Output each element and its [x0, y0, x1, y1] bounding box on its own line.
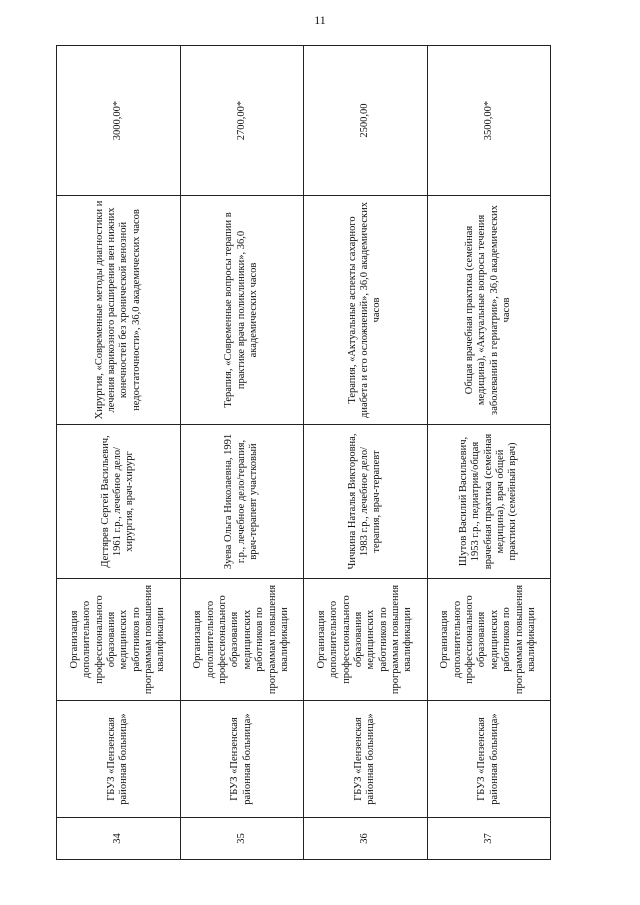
employee-cell: Чичкина Наталья Викторовна, 1983 г.р., лечебное дело/терапия, врач-терапевт — [304, 425, 428, 579]
organization-cell: ГБУЗ «Пензенская районная больница» — [57, 701, 181, 818]
table-row — [304, 46, 428, 860]
organization-cell: ГБУЗ «Пензенская районная больница» — [427, 701, 551, 818]
employee-cell: Шутов Василий Васильевич, 1953 г.р., педиатрия/общая врачебная практика (семейная медицина), врач общей практики (семейный врач) — [427, 425, 551, 579]
price-cell: 2500,00 — [304, 46, 428, 196]
program-cell: Хирургия, «Современные методы диагностики и лечения варикозного расширения вен нижних конечностей без хронической венозной недостаточности», 36,0 академических часов — [57, 196, 181, 425]
employee-cell: Зуева Ольга Николаевна, 1991 г.р., лечебное дело/терапия, врач-терапевт участковый — [180, 425, 304, 579]
table-row — [57, 46, 181, 860]
category-cell: Организация дополнительного профессионального образования медицинских работников по программам повышения квалификации — [304, 579, 428, 701]
table-wrapper — [56, 45, 551, 860]
category-cell: Организация дополнительного профессионального образования медицинских работников по программам повышения квалификации — [57, 579, 181, 701]
category-cell: Организация дополнительного профессионального образования медицинских работников по программам повышения квалификации — [427, 579, 551, 701]
program-cell: Терапия, «Актуальные аспекты сахарного диабета и его осложнений», 36,0 академических часов — [304, 196, 428, 425]
table-row — [180, 46, 304, 860]
employee-cell: Дегтярев Сергей Васильевич, 1961 г.р., лечебное дело/хирургия, врач-хирург — [57, 425, 181, 579]
organization-cell: ГБУЗ «Пензенская районная больница» — [180, 701, 304, 818]
category-cell: Организация дополнительного профессионального образования медицинских работников по программам повышения квалификации — [180, 579, 304, 701]
row-number-cell: 36 — [304, 818, 428, 860]
table-row — [427, 46, 551, 860]
row-number-cell: 37 — [427, 818, 551, 860]
row-number-cell: 35 — [180, 818, 304, 860]
training-table — [56, 45, 551, 860]
price-cell: 3500,00* — [427, 46, 551, 196]
price-cell: 3000,00* — [57, 46, 181, 196]
price-cell: 2700,00* — [180, 46, 304, 196]
organization-cell: ГБУЗ «Пензенская районная больница» — [304, 701, 428, 818]
row-number-cell: 34 — [57, 818, 181, 860]
program-cell: Общая врачебная практика (семейная медицина), «Актуальные вопросы течения заболеваний в гериатрии», 36,0 академических часов — [427, 196, 551, 425]
program-cell: Терапия, «Современные вопросы терапии в практике врача поликлиники», 36,0 академических часов — [180, 196, 304, 425]
page-number: 11 — [314, 13, 326, 27]
rotated-table-container — [56, 45, 551, 860]
